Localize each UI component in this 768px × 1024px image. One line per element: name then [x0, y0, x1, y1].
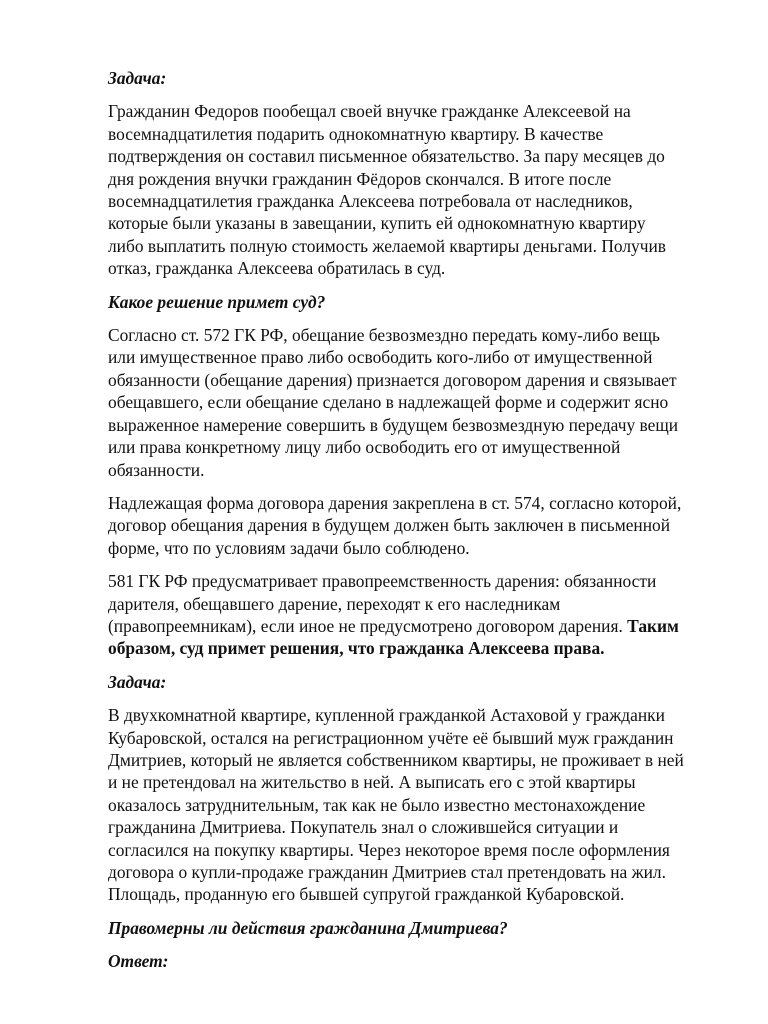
- paragraph-task-1: [108, 100, 708, 279]
- conclusion-text: образом, суд примет решения, что гражданка Алексеева права.: [108, 638, 605, 659]
- text-line: восемнадцатилетия гражданка Алексеева потребовала от наследников,: [108, 191, 633, 212]
- text-line: дня рождения внучки гражданин Фёдоров скончался. В итоге после: [108, 168, 612, 189]
- text-line: которые были указаны в завещании, купить ей однокомнатную квартиру: [108, 213, 646, 234]
- text-line: обязанности (обещание дарения) признается договором дарения и связывает: [108, 369, 677, 390]
- text-line: договор обещания дарения в будущем должен быть заключен в письменной: [108, 515, 671, 536]
- text-run: (правопреемникам), если иное не предусмотрено договором дарения.: [108, 615, 628, 636]
- question-heading-2: Правомерны ли действия гражданина Дмитриева?: [108, 917, 508, 938]
- text-line: отказ, гражданка Алексеева обратилась в суд.: [108, 258, 446, 279]
- answer-heading: Ответ:: [108, 951, 169, 972]
- text-line: 581 ГК РФ предусматривает правопреемственность дарения: обязанности: [108, 571, 657, 592]
- paragraph-task-2: [108, 704, 708, 906]
- text-line: [108, 615, 708, 637]
- task-heading-2: Задача:: [108, 671, 167, 692]
- text-line: подтверждения он составил письменное обязательство. За пару месяцев до: [108, 146, 665, 167]
- text-line: согласился на покупку квартиры. Через некоторое время после оформления: [108, 839, 670, 860]
- text-line: или имущественное право либо освободить кого-либо от имущественной: [108, 347, 653, 368]
- text-line: либо выплатить полную стоимость желаемой квартиры деньгами. Получив: [108, 235, 666, 256]
- task-heading-1: Задача:: [108, 68, 167, 88]
- text-line: обещавшего, если обещание сделано в надлежащей форме и содержит ясно: [108, 392, 669, 413]
- paragraph-article-572: [108, 324, 708, 481]
- text-line: Гражданин Федоров пообещал своей внучке гражданке Алексеевой на: [108, 101, 631, 122]
- text-line: восемнадцатилетия подарить однокомнатную квартиру. В качестве: [108, 123, 604, 144]
- text-line: договора о купли-продаже гражданин Дмитриев стал претендовать на жил.: [108, 862, 666, 882]
- document-body: [108, 67, 708, 984]
- text-line: выраженное намерение совершить в будущем безвозмездную передачу вещи: [108, 414, 679, 435]
- paragraph-article-581: [108, 570, 708, 660]
- text-line: гражданина Дмитриева. Покупатель знал о сложившейся ситуации и: [108, 817, 619, 838]
- question-heading-1: Какое решение примет суд?: [108, 291, 326, 312]
- text-line: Площадь, проданную его бывшей супругой гражданкой Кубаровской.: [108, 884, 625, 905]
- conclusion-text: Таким: [627, 615, 679, 636]
- text-line: Дмитриев, который не является собственником квартиры, не проживает в ней: [108, 749, 684, 770]
- text-line: оказалось затруднительным, так как не было известно местонахождение: [108, 794, 646, 815]
- text-line: обязанности.: [108, 459, 205, 480]
- text-line: форме, что по условиям задачи было соблюдено.: [108, 537, 470, 558]
- text-line: и не претендовал на жительство в ней. А выписать его с этой квартиры: [108, 772, 636, 793]
- text-line: В двухкомнатной квартире, купленной гражданкой Астаховой у гражданки: [108, 705, 665, 726]
- text-line: Кубаровской, остался на регистрационном учёте её бывший муж гражданин: [108, 727, 674, 748]
- text-line: или права конкретному лицу либо освободить его от имущественной: [108, 437, 621, 458]
- text-line: дарителя, обещавшего дарение, переходят к его наследникам: [108, 593, 561, 614]
- text-line: Согласно ст. 572 ГК РФ, обещание безвозмездно передать кому-либо вещь: [108, 325, 660, 346]
- text-line: Надлежащая форма договора дарения закреплена в ст. 574, согласно которой,: [108, 492, 682, 513]
- paragraph-article-574: [108, 492, 708, 559]
